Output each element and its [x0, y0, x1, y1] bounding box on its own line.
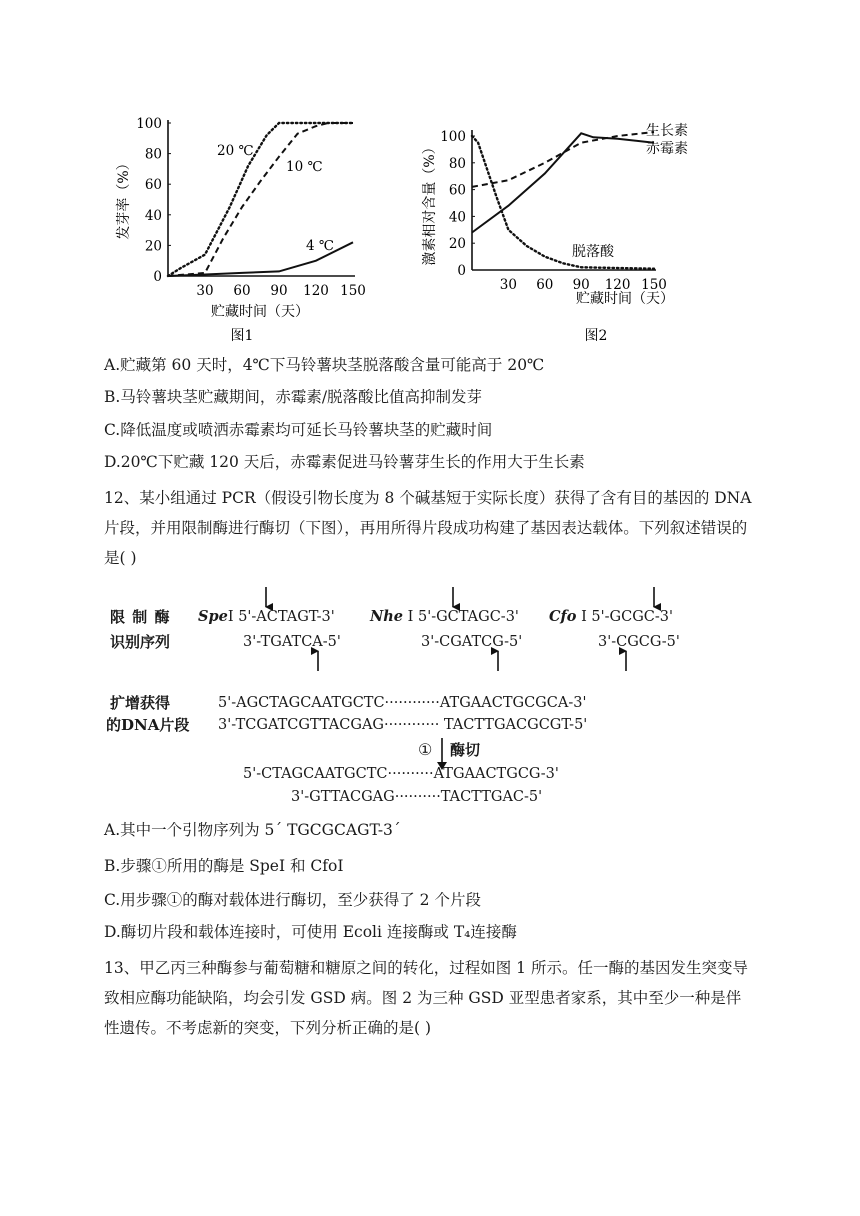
q13-stem: 13、甲乙丙三种酶参与葡萄糖和糖原之间的转化，过程如图 1 所示。任一酶的基因发生突变导致相应酶功能缺陷，均会引发 GSD 病。图 2 为三种 GSD 亚型患者家系，其中至少一种是伴性遗传。不考虑新的突变，下列分析正确的是( ) [104, 959, 748, 1037]
figure-2 [418, 108, 718, 348]
x-tick-label: 30 [196, 283, 214, 299]
x-tick-label: 60 [536, 277, 554, 293]
y-tick-label: 40 [144, 207, 162, 224]
q12-option-a: A.其中一个引物序列为 5´ TGCGCAGT-3´ [104, 821, 401, 839]
cut-bottom-strand: 3'-GTTACGAG··········TACTTGAC-5' [291, 789, 543, 805]
q12-option-b: B.步骤①所用的酶是 SpeI 和 CfoI [104, 857, 344, 875]
fig1-xlabel: 贮藏时间（天） [211, 304, 309, 320]
fig1-curve-label-10c: 10 ℃ [286, 159, 323, 175]
enzyme-spei-top: 5'-ACTAGT-3' [238, 609, 335, 625]
x-tick-label: 150 [340, 283, 366, 299]
figure-1 [110, 108, 380, 348]
fragment-label-line2: 的DNA片段 [106, 716, 190, 734]
y-tick-label: 0 [457, 263, 466, 279]
enzyme-nhei-top: 5'-GCTAGC-3' [417, 609, 519, 625]
fig2-curve-label-aba: 脱落酸 [572, 244, 614, 260]
enzyme-cfoi-top: 5'-GCGC-3' [591, 609, 673, 625]
fragment-top-strand: 5'-AGCTAGCAATGCTC············ATGAACTGCGCA-3' [218, 695, 587, 711]
fig2-curve-label-gibberellin: 赤霉素 [646, 141, 688, 157]
series-line-3 [472, 136, 654, 269]
enzyme-nhei-bottom: 3'-CGATCG-5' [421, 634, 523, 650]
enzyme-spei-name: Spe [198, 608, 228, 625]
enzyme-cfoi-bottom: 3'-CGCG-5' [598, 634, 680, 650]
digest-step-label: 酶切 [450, 741, 481, 759]
fig2-curve-label-auxin: 生长素 [646, 123, 688, 139]
series-line-2 [472, 133, 654, 232]
y-tick-label: 20 [448, 236, 466, 253]
y-tick-label: 40 [448, 209, 466, 226]
x-tick-label: 150 [641, 277, 667, 293]
q12-option-c: C.用步骤①的酶对载体进行酶切，至少获得了 2 个片段 [104, 891, 481, 909]
y-tick-label: 60 [144, 177, 162, 194]
enzyme-label-line1: 限 制 酶 [110, 608, 171, 626]
y-tick-label: 100 [440, 129, 466, 145]
q11-option-a: A.贮藏第 60 天时，4℃下马铃薯块茎脱落酸含量可能高于 20℃ [104, 356, 545, 374]
x-tick-label: 60 [233, 283, 251, 299]
enzyme-cfoi-name: Cfo [549, 608, 577, 625]
enzyme-spei-bottom: 3'-TGATCA-5' [243, 634, 341, 650]
fig1-curve-label-4c: 4 ℃ [306, 238, 334, 254]
y-tick-label: 80 [144, 146, 162, 163]
q12-stem: 12、某小组通过 PCR（假设引物长度为 8 个碱基短于实际长度）获得了含有目的基因的 DNA 片段，并用限制酶进行酶切（下图），再用所得片段成功构建了基因表达载体。下列叙述错误的是( ) [104, 489, 752, 567]
fig2-ylabel: 激素相对含量（%） [422, 140, 438, 266]
cut-arrows [100, 585, 720, 675]
digest-step-number: ① [418, 740, 433, 759]
x-tick-label: 120 [303, 283, 329, 299]
enzyme-spei-suffix: Ⅰ [227, 609, 234, 625]
y-tick-label: 0 [153, 269, 162, 285]
y-tick-label: 60 [448, 182, 466, 199]
fig1-curve-label-20c: 20 ℃ [217, 143, 254, 159]
x-tick-label: 120 [604, 277, 631, 293]
x-tick-label: 30 [499, 277, 517, 293]
q11-option-d: D.20℃下贮藏 120 天后，赤霉素促进马铃薯芽生长的作用大于生长素 [104, 453, 585, 471]
q11-option-b: B.马铃薯块茎贮藏期间，赤霉素/脱落酸比值高抑制发芽 [104, 388, 483, 406]
enzyme-label-line2: 识别序列 [110, 633, 171, 651]
fig2-xlabel: 贮藏时间（天） [576, 291, 674, 307]
y-tick-label: 20 [144, 238, 162, 255]
fragment-label-line1: 扩增获得 [110, 694, 171, 712]
x-tick-label: 90 [270, 283, 288, 299]
x-tick-label: 90 [572, 277, 590, 293]
fig1-ylabel: 发芽率（%） [116, 156, 132, 240]
q11-option-c: C.降低温度或喷洒赤霉素均可延长马铃薯块茎的贮藏时间 [104, 421, 493, 439]
enzyme-nhei-suffix: Ⅰ [407, 609, 414, 625]
q12-option-d: D.酶切片段和载体连接时，可使用 Ecoli 连接酶或 T₄连接酶 [104, 923, 517, 941]
y-tick-label: 80 [448, 155, 466, 172]
fragment-bottom-strand: 3'-TCGATCGTTACGAG············ TACTTGACGCGT-5' [218, 717, 588, 733]
enzyme-cfoi-suffix: Ⅰ [581, 609, 587, 625]
fig1-caption: 图1 [230, 328, 254, 344]
cut-top-strand: 5'-CTAGCAATGCTC··········ATGAACTGCG-3' [243, 766, 559, 782]
fig2-caption: 图2 [584, 328, 608, 344]
enzyme-nhei-name: Nhe [370, 608, 404, 625]
y-tick-label: 100 [136, 116, 162, 132]
